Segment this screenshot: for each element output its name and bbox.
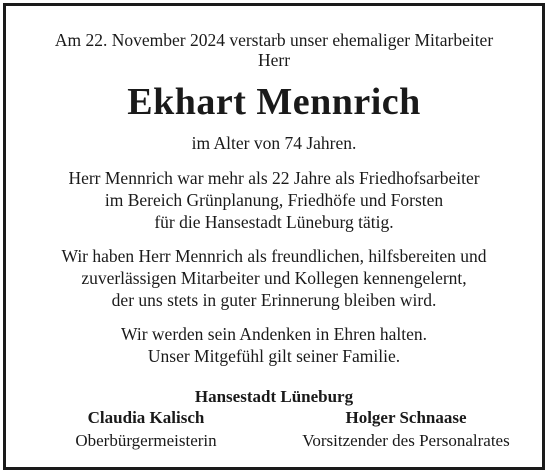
age-line: im Alter von 74 Jahren. [191,133,357,153]
deceased-name: Ekhart Mennrich [127,81,421,123]
signer-name: Holger Schnaase [345,408,467,427]
signer-left [6,408,286,451]
intro-line: Am 22. November 2024 verstarb unser ehemaliger Mitarbeiter [54,30,494,50]
paragraph-career [6,168,542,232]
paragraph-line: zuverlässigen Mitarbeiter und Kollegen kennengelernt, [81,268,467,288]
paragraph-condolence [6,324,542,366]
signer-right [266,408,546,451]
intro-line-title: Herr [257,50,291,70]
obituary-notice [3,3,545,470]
signer-title: Oberbürgermeisterin [75,431,217,450]
organization-name: Hansestadt Lüneburg [194,387,354,406]
paragraph-line: der uns stets in guter Erinnerung bleiben wird. [111,290,437,310]
notice-content [6,6,542,407]
paragraph-line: im Bereich Grünplanung, Friedhöfe und Forsten [104,190,444,210]
paragraph-line: für die Hansestadt Lüneburg tätig. [154,212,394,232]
paragraph-line: Wir werden sein Andenken in Ehren halten. [121,324,427,344]
signer-name: Claudia Kalisch [87,408,205,427]
paragraph-tribute [6,246,542,310]
signer-title: Vorsitzender des Personalrates [302,431,510,450]
paragraph-line: Herr Mennrich war mehr als 22 Jahre als Friedhofsarbeiter [68,168,480,188]
paragraph-line: Wir haben Herr Mennrich als freundlichen, hilfsbereiten und [61,246,487,266]
paragraph-line: Unser Mitgefühl gilt seiner Familie. [147,346,401,366]
